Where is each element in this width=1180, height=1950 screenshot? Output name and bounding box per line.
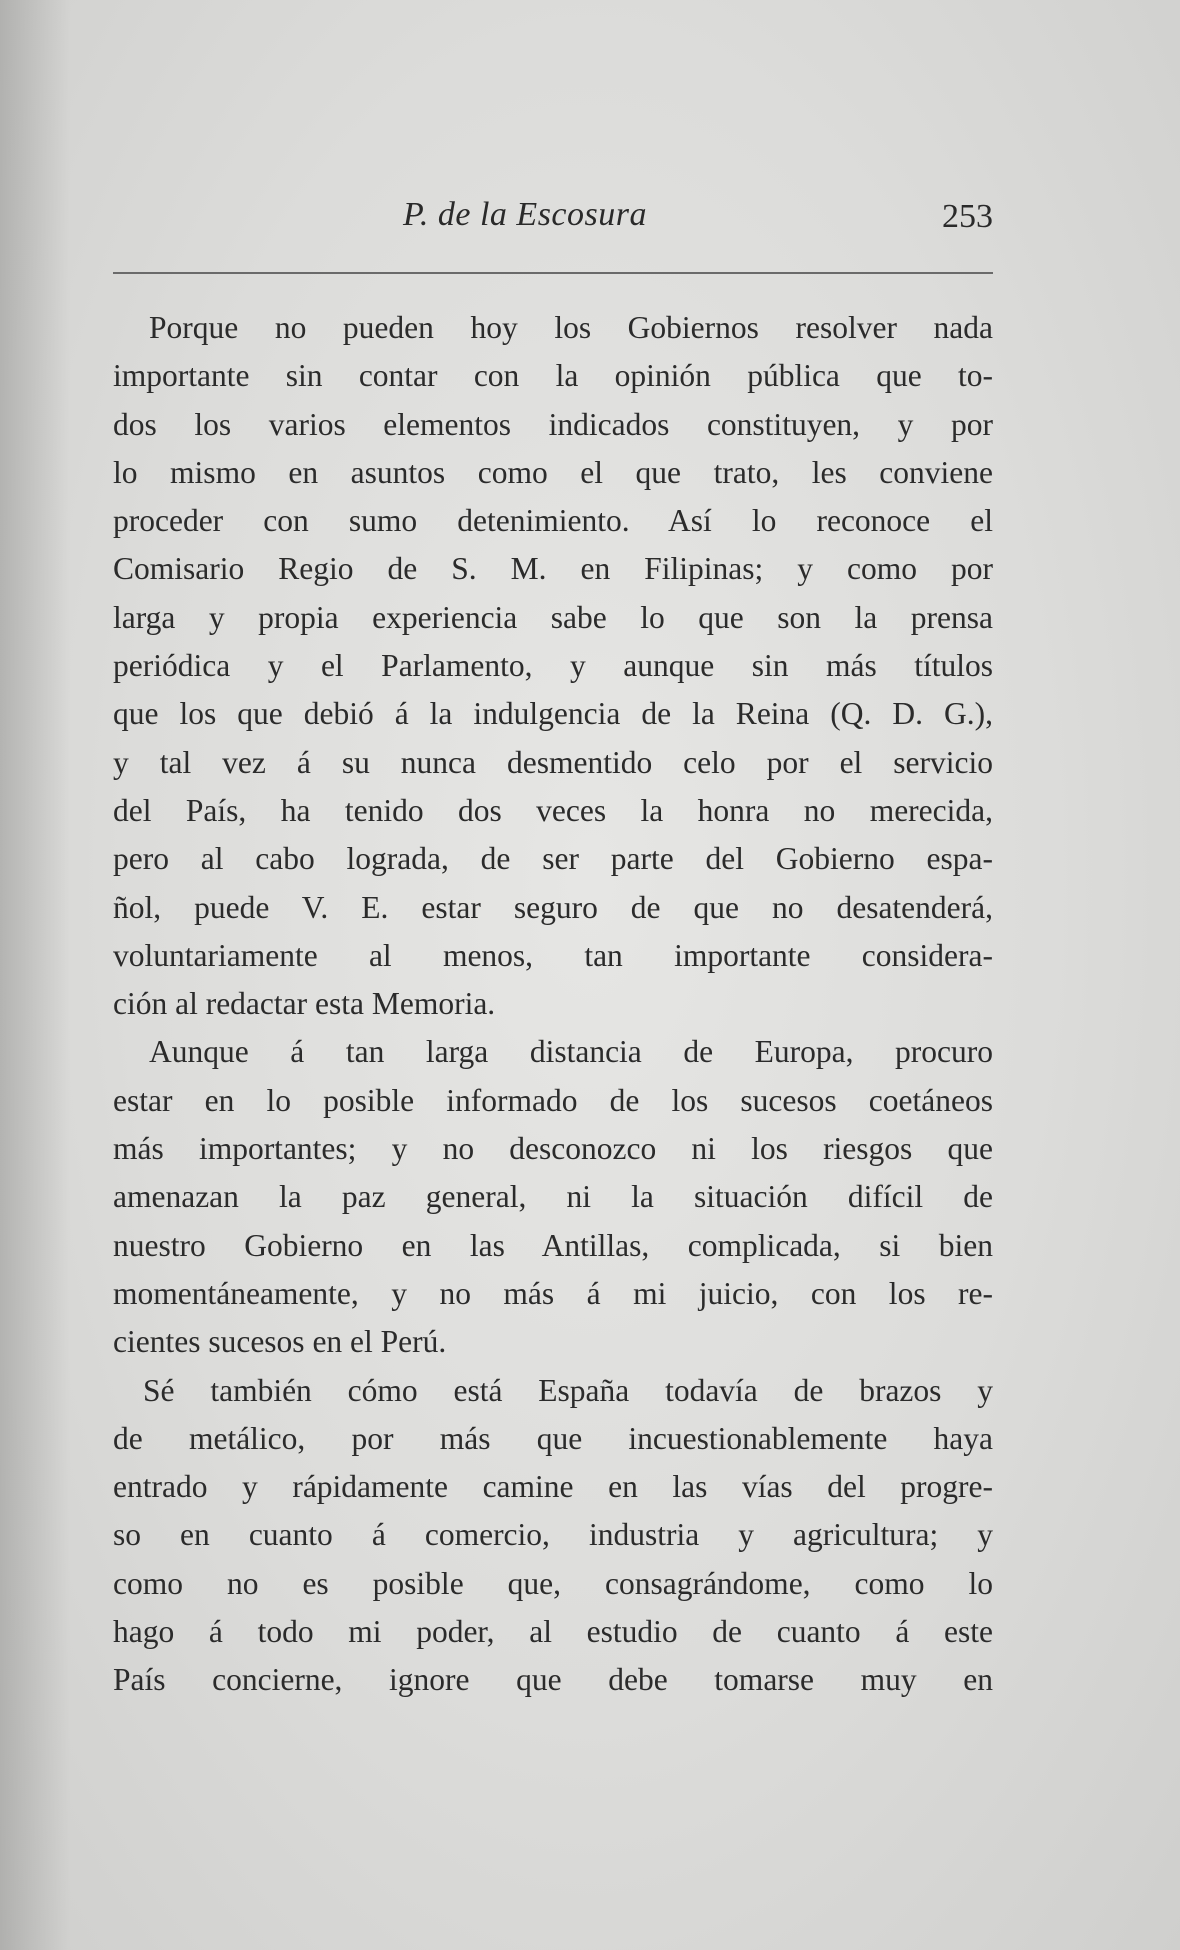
text-line: País concierne, ignore que debe tomarse muy en xyxy=(113,1662,993,1698)
text-line: de metálico, por más que incuestionablemente haya xyxy=(113,1420,993,1456)
header-rule xyxy=(113,272,993,274)
text-line: más importantes; y no desconozco ni los riesgos que xyxy=(113,1131,993,1167)
text-line: ción al redactar esta Memoria. xyxy=(113,986,496,1022)
body-text xyxy=(113,304,993,1705)
text-line: del País, ha tenido dos veces la honra no merecida, xyxy=(113,792,993,828)
text-line: Porque no pueden hoy los Gobiernos resolver nada xyxy=(149,310,993,345)
text-line: pero al cabo lograda, de ser parte del Gobierno espa- xyxy=(113,841,993,877)
text-line: momentáneamente, y no más á mi juicio, con los re- xyxy=(113,1275,993,1311)
text-line: so en cuanto á comercio, industria y agricultura; y xyxy=(113,1517,993,1553)
text-line: Aunque á tan larga distancia de Europa, procuro xyxy=(149,1034,993,1070)
page-number: 253 xyxy=(942,198,993,235)
text-line: lo mismo en asuntos como el que trato, les conviene xyxy=(113,454,993,490)
text-line: que los que debió á la indulgencia de la Reina (Q. D. G.), xyxy=(113,696,993,732)
page-header xyxy=(113,192,993,242)
text-line: cientes sucesos en el Perú. xyxy=(113,1324,447,1360)
text-line: periódica y el Parlamento, y aunque sin más títulos xyxy=(113,648,993,684)
text-line: Comisario Regio de S. M. en Filipinas; y como por xyxy=(113,551,993,587)
text-line: dos los varios elementos indicados constituyen, y por xyxy=(113,406,993,442)
text-line: estar en lo posible informado de los sucesos coetáneos xyxy=(113,1082,993,1118)
text-line: amenazan la paz general, ni la situación difícil de xyxy=(113,1179,993,1215)
text-line: Sé también cómo está España todavía de brazos y xyxy=(143,1372,993,1408)
text-line: voluntariamente al menos, tan importante considera- xyxy=(113,937,993,973)
text-line: larga y propia experiencia sabe lo que son la prensa xyxy=(113,599,993,635)
paragraph-1 xyxy=(113,304,993,1028)
paragraph-2 xyxy=(113,1028,993,1366)
text-line: y tal vez á su nunca desmentido celo por el servicio xyxy=(113,744,993,780)
text-line: proceder con sumo detenimiento. Así lo reconoce el xyxy=(113,503,993,539)
text-line: hago á todo mi poder, al estudio de cuanto á este xyxy=(113,1614,993,1650)
paragraph-3 xyxy=(113,1367,993,1705)
text-line: como no es posible que, consagrándome, como lo xyxy=(113,1565,993,1601)
page-edge-shadow xyxy=(0,0,70,1950)
text-line: entrado y rápidamente camine en las vías del progre- xyxy=(113,1469,993,1505)
text-line: nuestro Gobierno en las Antillas, complicada, si bien xyxy=(113,1227,993,1263)
text-line: importante sin contar con la opinión pública que to- xyxy=(113,358,993,394)
text-line: ñol, puede V. E. estar seguro de que no desatenderá, xyxy=(113,889,993,925)
running-head: P. de la Escosura xyxy=(403,196,647,233)
